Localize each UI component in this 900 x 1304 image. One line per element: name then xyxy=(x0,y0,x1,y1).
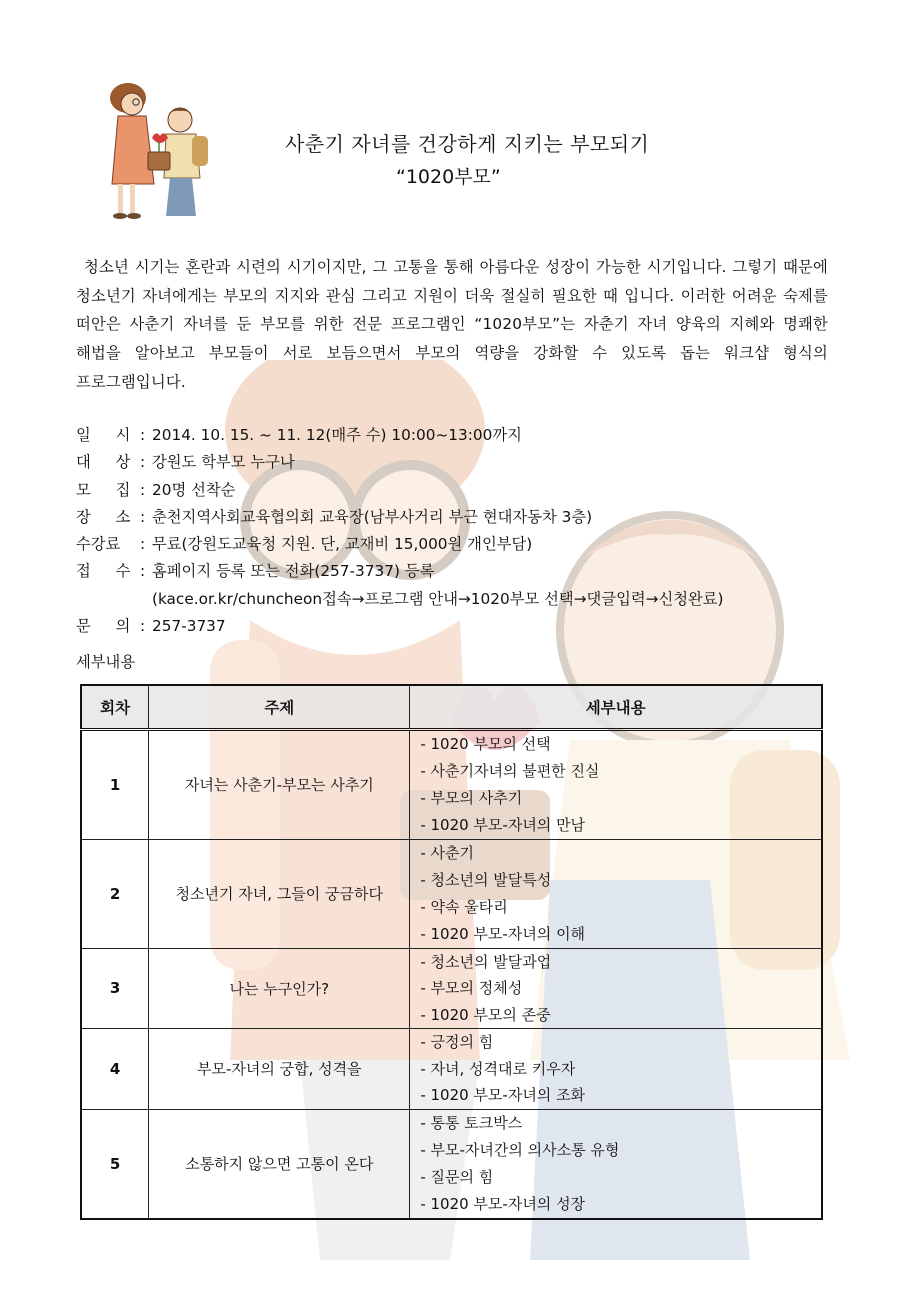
session-details xyxy=(410,948,822,1029)
details-heading: 세부내용 xyxy=(76,653,136,671)
table-row xyxy=(81,1029,822,1110)
detail-item: - 사춘기 xyxy=(420,843,474,862)
info-row-schedule xyxy=(76,422,856,449)
info-colon: : xyxy=(140,562,146,581)
session-topic: 나는 누구인가? xyxy=(149,948,410,1029)
info-value: 춘천지역사회교육협의회 교육장(남부사거리 부근 현대자동차 3층) xyxy=(152,507,593,526)
page-title: 사춘기 자녀를 건강하게 지키는 부모되기 xyxy=(285,132,650,156)
table-row xyxy=(81,948,822,1029)
detail-item: - 부모의 정체성 xyxy=(420,979,523,997)
detail-item: - 약속 울타리 xyxy=(420,897,508,916)
info-value: 257-3737 xyxy=(152,617,226,636)
info-colon: : xyxy=(140,507,146,526)
session-details xyxy=(410,1029,822,1110)
session-number: 3 xyxy=(81,948,149,1029)
info-row-fee xyxy=(76,531,856,558)
info-colon: : xyxy=(140,453,146,472)
detail-item: - 부모의 사추기 xyxy=(420,788,523,807)
detail-item: - 1020 부모-자녀의 이해 xyxy=(420,924,586,943)
session-number: 2 xyxy=(81,839,149,948)
info-row-apply-detail xyxy=(76,586,856,613)
info-row-recruit xyxy=(76,477,856,504)
info-row-contact xyxy=(76,613,856,640)
detail-item: - 1020 부모-자녀의 만남 xyxy=(420,815,586,834)
detail-item: - 1020 부모의 존중 xyxy=(420,1005,551,1024)
info-label: 접 수 xyxy=(76,562,141,581)
info-value: 홈페이지 등록 또는 전화(257-3737) 등록 xyxy=(152,562,435,581)
page-subtitle: “1020부모” xyxy=(396,166,501,188)
detail-item: - 사춘기자녀의 불편한 진실 xyxy=(420,761,600,780)
detail-item: - 1020 부모의 선택 xyxy=(420,734,551,753)
header-session: 회차 xyxy=(81,685,149,729)
header-topic: 주제 xyxy=(149,685,410,729)
info-label: 장 소 xyxy=(76,507,141,526)
session-number: 4 xyxy=(81,1029,149,1110)
session-details xyxy=(410,1109,822,1219)
info-colon: : xyxy=(140,617,146,636)
info-value: 무료(강원도교육청 지원. 단, 교재비 15,000원 개인부담) xyxy=(152,535,533,554)
info-label: 수강료 xyxy=(76,535,121,554)
info-row-target xyxy=(76,449,856,476)
session-topic: 소통하지 않으면 고통이 온다 xyxy=(149,1109,410,1219)
program-info xyxy=(76,422,856,640)
info-label: 대 상 xyxy=(76,453,141,472)
detail-item: - 청소년의 발달특성 xyxy=(420,870,552,889)
info-row-place xyxy=(76,504,856,531)
session-number: 1 xyxy=(81,729,149,839)
detail-item: - 자녀, 성격대로 키우자 xyxy=(420,1059,576,1078)
session-topic: 청소년기 자녀, 그들이 궁금하다 xyxy=(149,839,410,948)
header-detail: 세부내용 xyxy=(410,685,822,729)
table-header-row xyxy=(81,685,822,729)
schedule-table xyxy=(80,684,823,1220)
detail-item: - 1020 부모-자녀의 조화 xyxy=(420,1086,586,1104)
table-row xyxy=(81,839,822,948)
info-value: 강원도 학부모 누구나 xyxy=(152,453,295,472)
intro-paragraph: 청소년 시기는 혼란과 시련의 시기이지만, 그 고통을 통해 아름다운 성장이 가능한 시기입니다. 그렇기 때문에 청소년기 자녀에게는 부모의 지지와 관심 그리고 지원이 더욱 절실히 필요한 때 입니다. 이러한 어려운 숙제를 떠안은 사춘기 자녀를 둔 부모를 위한 전문 프로그램인 “1020부모”는 자춘기 자녀 양육의 지혜와 명쾌한 해법을 알아보고 부모들이 서로 보듬으면서 부모의 역량을 강화할 수 있도록 돕는 워크샵 형식의 프로그램입니다. xyxy=(76,258,828,391)
table-row xyxy=(81,729,822,839)
info-colon: : xyxy=(140,480,146,499)
session-number: 5 xyxy=(81,1109,149,1219)
detail-item: - 긍정의 힘 xyxy=(420,1033,494,1051)
session-topic: 자녀는 사춘기-부모는 사추기 xyxy=(149,729,410,839)
session-topic: 부모-자녀의 궁합, 성격을 xyxy=(149,1029,410,1110)
session-details xyxy=(410,839,822,948)
detail-item: - 부모-자녀간의 의사소통 유형 xyxy=(420,1140,620,1159)
info-value: 2014. 10. 15. ~ 11. 12(매주 수) 10:00~13:00까지 xyxy=(152,426,522,444)
info-label: 일 시 xyxy=(76,426,141,444)
info-label: 모 집 xyxy=(76,480,141,499)
info-row-apply xyxy=(76,558,856,585)
session-details xyxy=(410,729,822,839)
detail-item: - 청소년의 발달과업 xyxy=(420,952,552,971)
mother-child-illustration xyxy=(100,78,225,223)
info-colon: : xyxy=(140,535,146,554)
detail-item: - 통통 토크박스 xyxy=(420,1113,523,1132)
detail-item: - 1020 부모-자녀의 성장 xyxy=(420,1194,586,1213)
table-row xyxy=(81,1109,822,1219)
info-label: 문 의 xyxy=(76,617,141,636)
info-value: 20명 선착순 xyxy=(152,480,236,499)
info-colon: : xyxy=(140,426,146,444)
apply-steps: (kace.or.kr/chuncheon접속→프로그램 안내→1020부모 선택→댓글입력→신청완료) xyxy=(152,589,724,608)
detail-item: - 질문의 힘 xyxy=(420,1167,494,1186)
